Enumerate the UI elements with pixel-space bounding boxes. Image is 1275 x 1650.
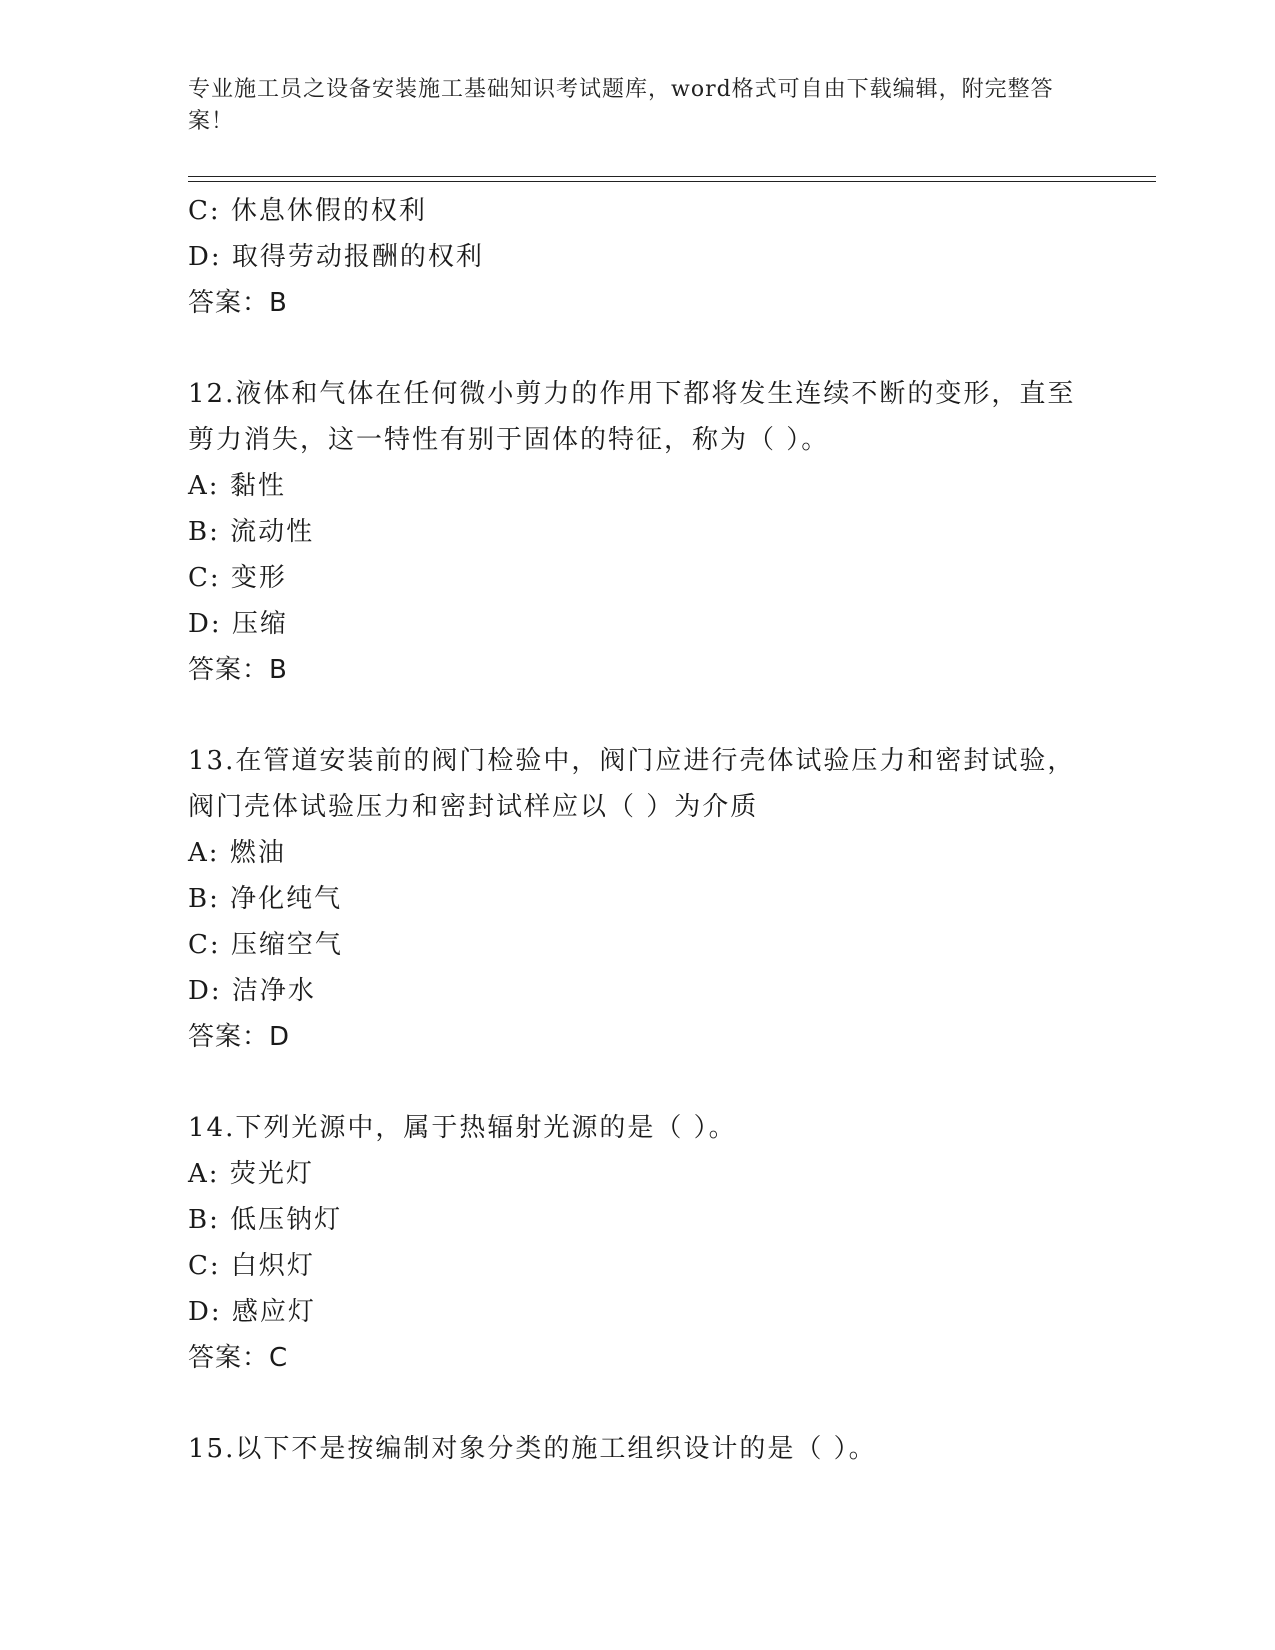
question-list — [188, 188, 1088, 1472]
header-divider-top — [188, 176, 1156, 177]
question-text: 12.液体和气体在任何微小剪力的作用下都将发生连续不断的变形，直至剪力消失，这一特性有别于固体的特征，称为（ ）。 — [188, 379, 1076, 455]
question-text: 14.下列光源中，属于热辐射光源的是（ ）。 — [188, 1113, 737, 1143]
header-divider-bottom — [188, 181, 1156, 182]
question-12 — [188, 371, 1088, 693]
question-13 — [188, 738, 1088, 1060]
option-d: D: 洁净水 — [188, 976, 316, 1006]
question-11-continuation — [188, 188, 1088, 326]
option-a: A: 荧光灯 — [188, 1159, 314, 1189]
answer-line: 答案：C — [188, 1343, 289, 1373]
option-c: C: 休息休假的权利 — [188, 196, 427, 226]
question-14 — [188, 1105, 1088, 1381]
question-text: 15.以下不是按编制对象分类的施工组织设计的是（ ）。 — [188, 1434, 877, 1464]
option-b: B: 流动性 — [188, 517, 315, 547]
option-c: C: 变形 — [188, 563, 287, 593]
question-15 — [188, 1426, 1088, 1472]
option-c: C: 压缩空气 — [188, 930, 343, 960]
question-text: 13.在管道安装前的阀门检验中，阀门应进行壳体试验压力和密封试验，阀门壳体试验压力和密封试样应以（ ）为介质 — [188, 746, 1076, 822]
page-header-title: 专业施工员之设备安装施工基础知识考试题库，word格式可自由下载编辑，附完整答案！ — [188, 77, 1054, 134]
option-c: C: 白炽灯 — [188, 1251, 315, 1281]
option-d: D: 感应灯 — [188, 1297, 316, 1327]
option-b: B: 低压钠灯 — [188, 1205, 343, 1235]
answer-line: 答案：D — [188, 1022, 291, 1052]
answer-line: 答案：B — [188, 655, 288, 685]
option-b: B: 净化纯气 — [188, 884, 343, 914]
option-d: D: 取得劳动报酬的权利 — [188, 242, 484, 272]
answer-line: 答案：B — [188, 288, 288, 318]
option-d: D: 压缩 — [188, 609, 288, 639]
option-a: A: 黏性 — [188, 471, 286, 501]
option-a: A: 燃油 — [188, 838, 286, 868]
